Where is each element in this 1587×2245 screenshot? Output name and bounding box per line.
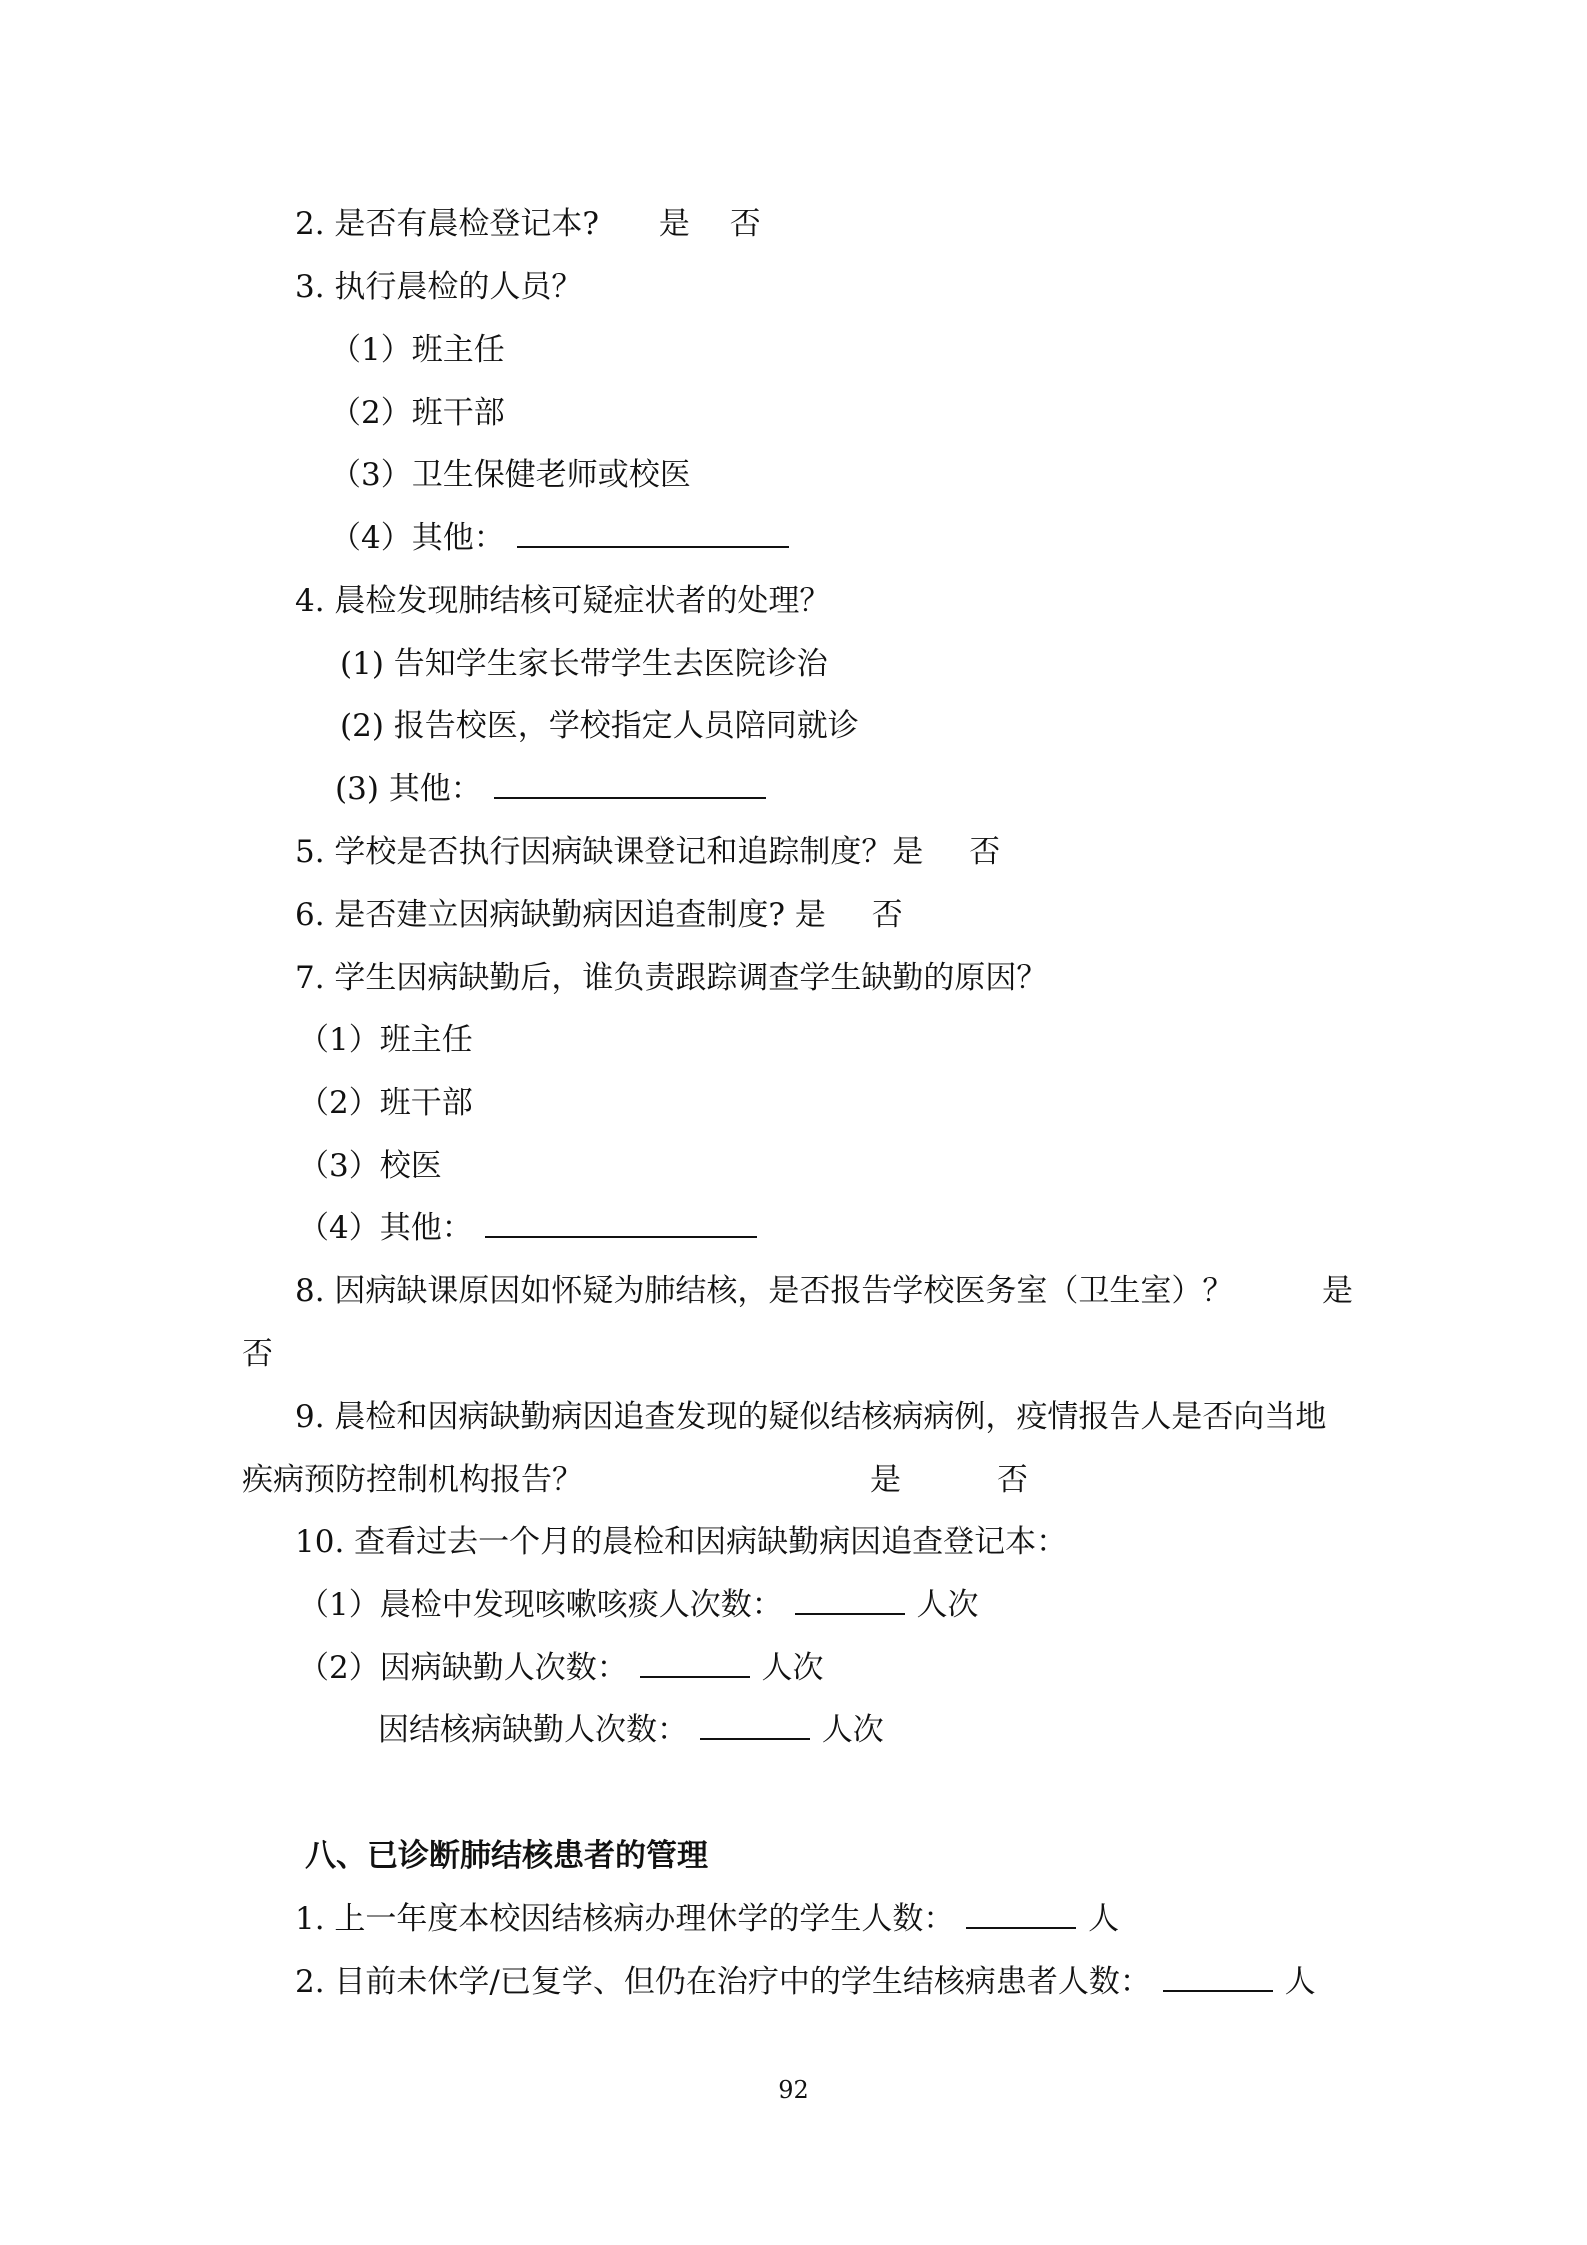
question-6-text: 6. 是否建立因病缺勤病因追查制度? 是 — [295, 897, 826, 933]
option-yes: 是 — [870, 1462, 901, 1498]
unit-label: 人次 — [821, 1712, 884, 1748]
question-8 — [295, 1271, 1233, 1311]
question-6 — [295, 895, 903, 935]
option-yes: 是 — [1322, 1273, 1353, 1309]
question-10-item-1 — [298, 1585, 978, 1625]
question-10-item-2 — [298, 1648, 823, 1688]
option-no: 否 — [997, 1462, 1028, 1498]
item-label: （2）因病缺勤人次数： — [298, 1650, 628, 1686]
fill-in-blank[interactable] — [966, 1903, 1076, 1929]
item-label: 因结核病缺勤人次数： — [378, 1712, 688, 1748]
question-2-text: 2. 是否有晨检登记本? — [295, 206, 600, 242]
fill-in-blank[interactable] — [795, 1589, 905, 1615]
question-7: 7. 学生因病缺勤后，谁负责跟踪调查学生缺勤的原因？ — [295, 960, 1048, 996]
question-5-text: 5. 学校是否执行因病缺课登记和追踪制度？是 — [295, 834, 924, 870]
question-4-option-1: (1) 告知学生家长带学生去医院诊治 — [340, 646, 828, 682]
fill-in-blank[interactable] — [517, 522, 789, 548]
question-4-option-2: (2) 报告校医，学校指定人员陪同就诊 — [340, 708, 859, 744]
question-9-line-1: 9. 晨检和因病缺勤病因追查发现的疑似结核病病例，疫情报告人是否向当地 — [295, 1399, 1327, 1435]
question-2 — [295, 204, 761, 244]
option-no: 否 — [729, 206, 761, 242]
question-9-line-2 — [242, 1460, 583, 1500]
question-3-option-3: （3）卫生保健老师或校医 — [330, 457, 691, 493]
section-8-item-2 — [295, 1962, 1316, 2002]
option-label: （4）其他： — [298, 1210, 473, 1246]
question-7-option-2: （2）班干部 — [298, 1085, 473, 1121]
question-9-text: 疾病预防控制机构报告？ — [242, 1462, 583, 1498]
fill-in-blank[interactable] — [700, 1714, 810, 1740]
question-3-option-4 — [330, 518, 791, 558]
option-label: (3) 其他： — [335, 771, 482, 807]
question-4-option-3 — [335, 769, 768, 809]
question-4: 4. 晨检发现肺结核可疑症状者的处理？ — [295, 583, 831, 619]
fill-in-blank[interactable] — [1163, 1966, 1273, 1992]
option-no: 否 — [871, 897, 903, 933]
item-label: （1）晨检中发现咳嗽咳痰人次数： — [298, 1587, 783, 1623]
item-label: 2. 目前未休学/已复学、但仍在治疗中的学生结核病患者人数： — [295, 1964, 1151, 2000]
question-8-text: 8. 因病缺课原因如怀疑为肺结核，是否报告学校医务室（卫生室）？ — [295, 1273, 1234, 1309]
option-no: 否 — [969, 834, 1001, 870]
fill-in-blank[interactable] — [494, 773, 766, 799]
question-7-option-3: （3）校医 — [298, 1148, 442, 1184]
question-10-item-3 — [378, 1710, 884, 1750]
question-10: 10. 查看过去一个月的晨检和因病缺勤病因追查登记本： — [295, 1524, 1068, 1560]
question-3: 3. 执行晨检的人员？ — [295, 269, 583, 305]
unit-label: 人 — [1088, 1901, 1120, 1937]
question-7-option-1: （1）班主任 — [298, 1022, 473, 1058]
unit-label: 人次 — [916, 1587, 979, 1623]
option-yes: 是 — [658, 206, 690, 242]
unit-label: 人 — [1284, 1964, 1316, 2000]
section-8-item-1 — [295, 1899, 1119, 1939]
section-heading: 八、已诊断肺结核患者的管理 — [305, 1838, 708, 1874]
option-no: 否 — [242, 1336, 273, 1372]
unit-label: 人次 — [761, 1650, 824, 1686]
question-3-option-2: （2）班干部 — [330, 395, 505, 431]
fill-in-blank[interactable] — [485, 1212, 757, 1238]
item-label: 1. 上一年度本校因结核病办理休学的学生人数： — [295, 1901, 955, 1937]
fill-in-blank[interactable] — [640, 1652, 750, 1678]
question-3-option-1: （1）班主任 — [330, 332, 505, 368]
page-number: 92 — [778, 2076, 809, 2104]
question-5 — [295, 832, 1000, 872]
option-label: （4）其他： — [330, 520, 505, 556]
question-7-option-4 — [298, 1208, 759, 1248]
